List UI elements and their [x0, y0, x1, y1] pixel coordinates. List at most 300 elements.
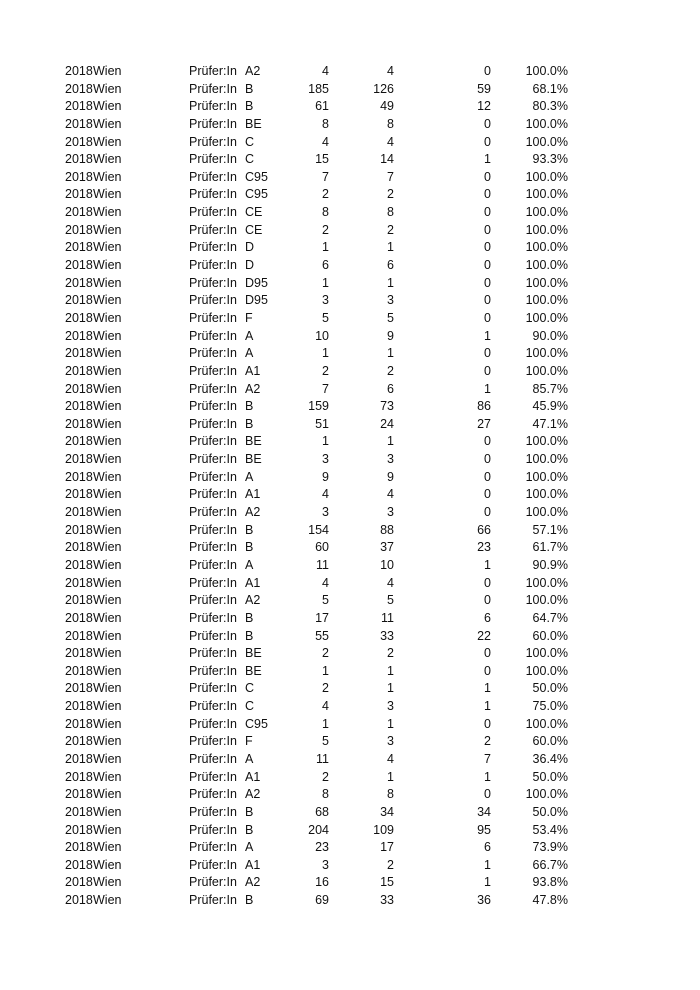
- role-cell: Prüfer:In: [189, 187, 237, 202]
- rate-cell: 57.1%: [532, 522, 568, 537]
- rate-cell: 100.0%: [525, 575, 568, 590]
- city-cell: Wien: [93, 434, 122, 449]
- year-cell: 2018: [65, 610, 93, 625]
- failed-cell: 0: [484, 646, 491, 661]
- table-row: [0, 539, 700, 557]
- class-cell: B: [245, 610, 254, 625]
- city-cell: Wien: [93, 610, 122, 625]
- role-cell: Prüfer:In: [189, 134, 237, 149]
- table-row: [0, 804, 700, 822]
- role-cell: Prüfer:In: [189, 646, 237, 661]
- passed-cell: 73: [380, 399, 394, 414]
- table-row: [0, 151, 700, 169]
- city-cell: Wien: [93, 734, 122, 749]
- total-cell: 55: [315, 628, 329, 643]
- total-cell: 4: [322, 134, 329, 149]
- year-cell: 2018: [65, 381, 93, 396]
- passed-cell: 1: [387, 275, 394, 290]
- class-cell: A1: [245, 575, 261, 590]
- role-cell: Prüfer:In: [189, 64, 237, 78]
- passed-cell: 1: [387, 681, 394, 696]
- city-cell: Wien: [93, 363, 122, 378]
- rate-cell: 66.7%: [532, 857, 568, 872]
- year-cell: 2018: [65, 751, 93, 766]
- year-cell: 2018: [65, 681, 93, 696]
- failed-cell: 1: [484, 769, 491, 784]
- rate-cell: 60.0%: [532, 734, 568, 749]
- total-cell: 9: [322, 469, 329, 484]
- city-cell: Wien: [93, 240, 122, 255]
- rate-cell: 60.0%: [532, 628, 568, 643]
- total-cell: 61: [315, 99, 329, 114]
- rate-cell: 68.1%: [532, 81, 568, 96]
- failed-cell: 0: [484, 205, 491, 220]
- total-cell: 10: [315, 328, 329, 343]
- failed-cell: 0: [484, 363, 491, 378]
- rate-cell: 100.0%: [525, 275, 568, 290]
- table-row: [0, 716, 700, 734]
- city-cell: Wien: [93, 452, 122, 467]
- rate-cell: 47.1%: [532, 416, 568, 431]
- city-cell: Wien: [93, 275, 122, 290]
- class-cell: B: [245, 416, 254, 431]
- city-cell: Wien: [93, 505, 122, 520]
- total-cell: 15: [315, 152, 329, 167]
- year-cell: 2018: [65, 787, 93, 802]
- role-cell: Prüfer:In: [189, 152, 237, 167]
- year-cell: 2018: [65, 840, 93, 855]
- class-cell: BE: [245, 663, 262, 678]
- passed-cell: 3: [387, 452, 394, 467]
- rate-cell: 100.0%: [525, 222, 568, 237]
- year-cell: 2018: [65, 452, 93, 467]
- class-cell: C: [245, 681, 255, 696]
- role-cell: Prüfer:In: [189, 699, 237, 714]
- city-cell: Wien: [93, 152, 122, 167]
- class-cell: A2: [245, 381, 261, 396]
- passed-cell: 4: [387, 487, 394, 502]
- total-cell: 3: [322, 857, 329, 872]
- rate-cell: 100.0%: [525, 663, 568, 678]
- total-cell: 4: [322, 64, 329, 78]
- rate-cell: 36.4%: [532, 751, 568, 766]
- passed-cell: 2: [387, 857, 394, 872]
- passed-cell: 88: [380, 522, 394, 537]
- failed-cell: 0: [484, 187, 491, 202]
- city-cell: Wien: [93, 822, 122, 837]
- rate-cell: 93.8%: [532, 875, 568, 890]
- city-cell: Wien: [93, 857, 122, 872]
- table-row: [0, 275, 700, 293]
- class-cell: A1: [245, 769, 261, 784]
- passed-cell: 1: [387, 346, 394, 361]
- city-cell: Wien: [93, 99, 122, 114]
- class-cell: A1: [245, 363, 261, 378]
- role-cell: Prüfer:In: [189, 222, 237, 237]
- city-cell: Wien: [93, 646, 122, 661]
- class-cell: C95: [245, 187, 268, 202]
- table-row: [0, 680, 700, 698]
- failed-cell: 22: [477, 628, 491, 643]
- passed-cell: 3: [387, 293, 394, 308]
- year-cell: 2018: [65, 822, 93, 837]
- failed-cell: 0: [484, 469, 491, 484]
- city-cell: Wien: [93, 628, 122, 643]
- total-cell: 51: [315, 416, 329, 431]
- class-cell: A: [245, 469, 254, 484]
- role-cell: Prüfer:In: [189, 540, 237, 555]
- class-cell: C95: [245, 169, 268, 184]
- year-cell: 2018: [65, 328, 93, 343]
- class-cell: CE: [245, 222, 263, 237]
- class-cell: B: [245, 540, 254, 555]
- failed-cell: 0: [484, 64, 491, 78]
- city-cell: Wien: [93, 381, 122, 396]
- role-cell: Prüfer:In: [189, 734, 237, 749]
- rate-cell: 100.0%: [525, 646, 568, 661]
- failed-cell: 95: [477, 822, 491, 837]
- failed-cell: 59: [477, 81, 491, 96]
- total-cell: 1: [322, 275, 329, 290]
- role-cell: Prüfer:In: [189, 293, 237, 308]
- passed-cell: 15: [380, 875, 394, 890]
- city-cell: Wien: [93, 416, 122, 431]
- city-cell: Wien: [93, 787, 122, 802]
- table-row: [0, 822, 700, 840]
- failed-cell: 12: [477, 99, 491, 114]
- role-cell: Prüfer:In: [189, 363, 237, 378]
- passed-cell: 1: [387, 663, 394, 678]
- role-cell: Prüfer:In: [189, 346, 237, 361]
- class-cell: A2: [245, 875, 261, 890]
- year-cell: 2018: [65, 99, 93, 114]
- class-cell: D: [245, 258, 255, 273]
- total-cell: 7: [322, 169, 329, 184]
- city-cell: Wien: [93, 258, 122, 273]
- rate-cell: 61.7%: [532, 540, 568, 555]
- table-row: [0, 345, 700, 363]
- year-cell: 2018: [65, 205, 93, 220]
- city-cell: Wien: [93, 716, 122, 731]
- failed-cell: 1: [484, 381, 491, 396]
- failed-cell: 23: [477, 540, 491, 555]
- rate-cell: 100.0%: [525, 452, 568, 467]
- passed-cell: 2: [387, 222, 394, 237]
- city-cell: Wien: [93, 169, 122, 184]
- total-cell: 2: [322, 646, 329, 661]
- class-cell: A1: [245, 487, 261, 502]
- total-cell: 4: [322, 575, 329, 590]
- class-cell: BE: [245, 116, 262, 131]
- passed-cell: 8: [387, 787, 394, 802]
- table-row: [0, 874, 700, 892]
- year-cell: 2018: [65, 857, 93, 872]
- passed-cell: 1: [387, 716, 394, 731]
- rate-cell: 100.0%: [525, 64, 568, 78]
- rate-cell: 50.0%: [532, 769, 568, 784]
- city-cell: Wien: [93, 751, 122, 766]
- class-cell: A2: [245, 593, 261, 608]
- class-cell: A2: [245, 787, 261, 802]
- city-cell: Wien: [93, 469, 122, 484]
- table-row: [0, 398, 700, 416]
- rate-cell: 100.0%: [525, 310, 568, 325]
- failed-cell: 0: [484, 275, 491, 290]
- total-cell: 5: [322, 310, 329, 325]
- passed-cell: 3: [387, 699, 394, 714]
- table-row: [0, 134, 700, 152]
- class-cell: B: [245, 81, 254, 96]
- table-row: [0, 892, 700, 910]
- rate-cell: 100.0%: [525, 787, 568, 802]
- passed-cell: 17: [380, 840, 394, 855]
- year-cell: 2018: [65, 64, 93, 78]
- class-cell: D: [245, 240, 255, 255]
- failed-cell: 0: [484, 293, 491, 308]
- table-row: [0, 257, 700, 275]
- total-cell: 3: [322, 505, 329, 520]
- class-cell: C: [245, 152, 255, 167]
- year-cell: 2018: [65, 116, 93, 131]
- class-cell: CE: [245, 205, 263, 220]
- role-cell: Prüfer:In: [189, 769, 237, 784]
- total-cell: 4: [322, 487, 329, 502]
- city-cell: Wien: [93, 593, 122, 608]
- rate-cell: 64.7%: [532, 610, 568, 625]
- total-cell: 1: [322, 434, 329, 449]
- year-cell: 2018: [65, 275, 93, 290]
- table-row: [0, 857, 700, 875]
- year-cell: 2018: [65, 399, 93, 414]
- year-cell: 2018: [65, 310, 93, 325]
- class-cell: A: [245, 346, 254, 361]
- passed-cell: 4: [387, 64, 394, 78]
- table-row: [0, 433, 700, 451]
- total-cell: 3: [322, 293, 329, 308]
- total-cell: 8: [322, 116, 329, 131]
- passed-cell: 9: [387, 469, 394, 484]
- year-cell: 2018: [65, 699, 93, 714]
- table-row: [0, 486, 700, 504]
- role-cell: Prüfer:In: [189, 258, 237, 273]
- year-cell: 2018: [65, 169, 93, 184]
- passed-cell: 10: [380, 557, 394, 572]
- role-cell: Prüfer:In: [189, 628, 237, 643]
- class-cell: C: [245, 699, 255, 714]
- role-cell: Prüfer:In: [189, 169, 237, 184]
- table-row: [0, 663, 700, 681]
- class-cell: B: [245, 99, 254, 114]
- passed-cell: 11: [381, 610, 394, 625]
- table-row: [0, 839, 700, 857]
- failed-cell: 36: [477, 893, 491, 908]
- table-row: [0, 698, 700, 716]
- total-cell: 204: [308, 822, 329, 837]
- passed-cell: 33: [380, 893, 394, 908]
- year-cell: 2018: [65, 734, 93, 749]
- total-cell: 185: [308, 81, 329, 96]
- role-cell: Prüfer:In: [189, 716, 237, 731]
- year-cell: 2018: [65, 469, 93, 484]
- table-row: [0, 469, 700, 487]
- failed-cell: 0: [484, 310, 491, 325]
- year-cell: 2018: [65, 363, 93, 378]
- passed-cell: 37: [380, 540, 394, 555]
- failed-cell: 0: [484, 575, 491, 590]
- total-cell: 2: [322, 222, 329, 237]
- table-row: [0, 186, 700, 204]
- role-cell: Prüfer:In: [189, 857, 237, 872]
- table-row: [0, 169, 700, 187]
- total-cell: 11: [316, 751, 329, 766]
- rate-cell: 100.0%: [525, 593, 568, 608]
- year-cell: 2018: [65, 152, 93, 167]
- total-cell: 2: [322, 681, 329, 696]
- failed-cell: 27: [477, 416, 491, 431]
- failed-cell: 0: [484, 663, 491, 678]
- total-cell: 1: [322, 663, 329, 678]
- year-cell: 2018: [65, 593, 93, 608]
- table-row: [0, 575, 700, 593]
- year-cell: 2018: [65, 628, 93, 643]
- year-cell: 2018: [65, 416, 93, 431]
- year-cell: 2018: [65, 240, 93, 255]
- role-cell: Prüfer:In: [189, 81, 237, 96]
- failed-cell: 6: [484, 840, 491, 855]
- failed-cell: 1: [484, 681, 491, 696]
- rate-cell: 100.0%: [525, 716, 568, 731]
- year-cell: 2018: [65, 893, 93, 908]
- table-row: [0, 628, 700, 646]
- year-cell: 2018: [65, 487, 93, 502]
- role-cell: Prüfer:In: [189, 875, 237, 890]
- rate-cell: 93.3%: [532, 152, 568, 167]
- failed-cell: 0: [484, 434, 491, 449]
- city-cell: Wien: [93, 840, 122, 855]
- rate-cell: 100.0%: [525, 487, 568, 502]
- rate-cell: 100.0%: [525, 505, 568, 520]
- year-cell: 2018: [65, 434, 93, 449]
- role-cell: Prüfer:In: [189, 787, 237, 802]
- passed-cell: 109: [373, 822, 394, 837]
- rate-cell: 100.0%: [525, 134, 568, 149]
- failed-cell: 0: [484, 240, 491, 255]
- table-row: [0, 557, 700, 575]
- passed-cell: 126: [373, 81, 394, 96]
- city-cell: Wien: [93, 575, 122, 590]
- total-cell: 3: [322, 452, 329, 467]
- passed-cell: 7: [387, 169, 394, 184]
- data-table: [0, 63, 700, 910]
- year-cell: 2018: [65, 346, 93, 361]
- year-cell: 2018: [65, 81, 93, 96]
- table-row: [0, 63, 700, 81]
- table-row: [0, 292, 700, 310]
- class-cell: A1: [245, 857, 261, 872]
- failed-cell: 0: [484, 787, 491, 802]
- role-cell: Prüfer:In: [189, 381, 237, 396]
- table-row: [0, 81, 700, 99]
- passed-cell: 8: [387, 205, 394, 220]
- role-cell: Prüfer:In: [189, 99, 237, 114]
- total-cell: 154: [308, 522, 329, 537]
- passed-cell: 9: [387, 328, 394, 343]
- total-cell: 16: [315, 875, 329, 890]
- city-cell: Wien: [93, 81, 122, 96]
- rate-cell: 100.0%: [525, 434, 568, 449]
- table-row: [0, 645, 700, 663]
- year-cell: 2018: [65, 575, 93, 590]
- failed-cell: 1: [484, 699, 491, 714]
- year-cell: 2018: [65, 875, 93, 890]
- city-cell: Wien: [93, 804, 122, 819]
- class-cell: B: [245, 893, 254, 908]
- role-cell: Prüfer:In: [189, 205, 237, 220]
- year-cell: 2018: [65, 663, 93, 678]
- role-cell: Prüfer:In: [189, 593, 237, 608]
- city-cell: Wien: [93, 399, 122, 414]
- class-cell: C: [245, 134, 255, 149]
- failed-cell: 0: [484, 487, 491, 502]
- city-cell: Wien: [93, 346, 122, 361]
- role-cell: Prüfer:In: [189, 505, 237, 520]
- passed-cell: 14: [380, 152, 394, 167]
- table-row: [0, 363, 700, 381]
- failed-cell: 0: [484, 222, 491, 237]
- table-row: [0, 786, 700, 804]
- total-cell: 8: [322, 787, 329, 802]
- passed-cell: 2: [387, 646, 394, 661]
- failed-cell: 0: [484, 505, 491, 520]
- rate-cell: 100.0%: [525, 187, 568, 202]
- city-cell: Wien: [93, 310, 122, 325]
- role-cell: Prüfer:In: [189, 434, 237, 449]
- role-cell: Prüfer:In: [189, 469, 237, 484]
- failed-cell: 7: [484, 751, 491, 766]
- failed-cell: 0: [484, 116, 491, 131]
- rate-cell: 100.0%: [525, 240, 568, 255]
- class-cell: F: [245, 734, 253, 749]
- class-cell: A2: [245, 505, 261, 520]
- city-cell: Wien: [93, 487, 122, 502]
- failed-cell: 1: [484, 152, 491, 167]
- role-cell: Prüfer:In: [189, 751, 237, 766]
- rate-cell: 73.9%: [532, 840, 568, 855]
- total-cell: 7: [322, 381, 329, 396]
- passed-cell: 3: [387, 505, 394, 520]
- total-cell: 68: [315, 804, 329, 819]
- failed-cell: 0: [484, 716, 491, 731]
- total-cell: 8: [322, 205, 329, 220]
- failed-cell: 0: [484, 452, 491, 467]
- rate-cell: 47.8%: [532, 893, 568, 908]
- role-cell: Prüfer:In: [189, 610, 237, 625]
- city-cell: Wien: [93, 328, 122, 343]
- table-row: [0, 204, 700, 222]
- total-cell: 6: [322, 258, 329, 273]
- total-cell: 17: [315, 610, 329, 625]
- passed-cell: 8: [387, 116, 394, 131]
- class-cell: B: [245, 822, 254, 837]
- passed-cell: 1: [387, 769, 394, 784]
- total-cell: 60: [315, 540, 329, 555]
- passed-cell: 3: [387, 734, 394, 749]
- table-row: [0, 381, 700, 399]
- class-cell: BE: [245, 452, 262, 467]
- total-cell: 1: [322, 716, 329, 731]
- table-row: [0, 451, 700, 469]
- table-row: [0, 751, 700, 769]
